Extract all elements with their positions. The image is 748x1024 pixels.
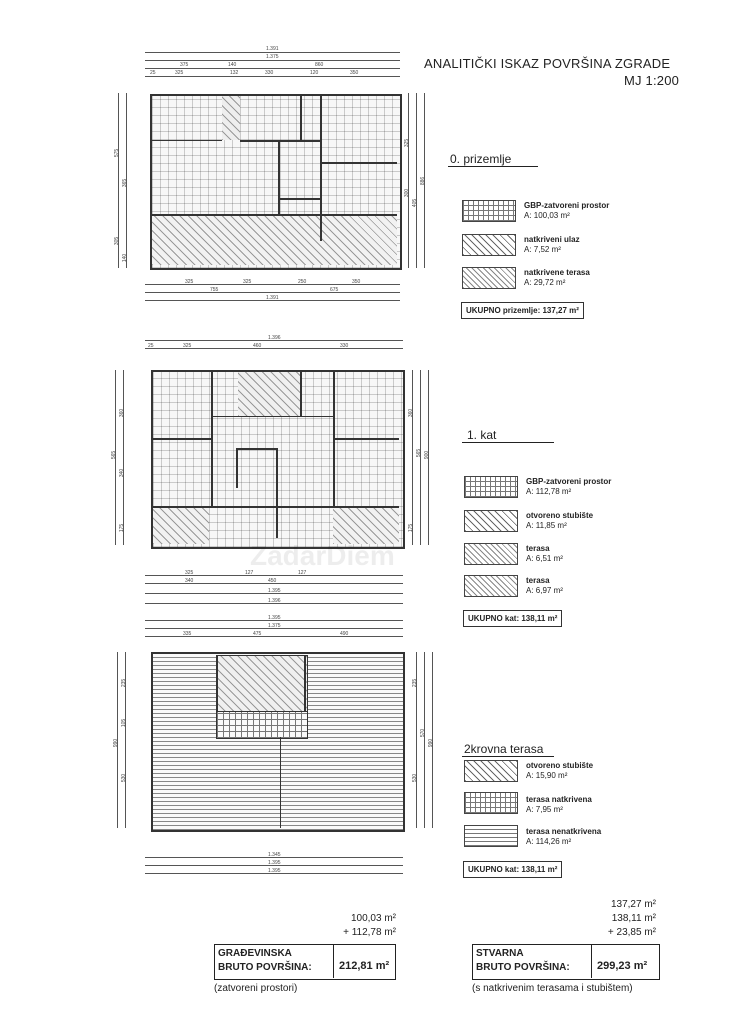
dim-label: 1.395	[268, 588, 281, 594]
dim-label: 325	[243, 279, 252, 285]
dim-label: 1.375	[266, 54, 279, 60]
dim-label: 365	[122, 178, 129, 188]
dim-label: 530	[412, 773, 419, 783]
legend-name: natkrivene terasa	[524, 268, 590, 277]
dim-label: 330	[340, 343, 349, 349]
legend-name: terasa natkrivena	[526, 795, 592, 804]
dim-label: 860	[315, 62, 324, 68]
dim-label: 450	[268, 578, 277, 584]
legend-area: A: 11,85 m²	[526, 521, 567, 530]
dim-label: 235	[412, 678, 419, 688]
actual-area-label: BRUTO POVRŠINA:	[476, 962, 570, 973]
dim-label: 1.375	[268, 623, 281, 629]
dim-label: 325	[175, 70, 184, 76]
floor-label-roof: 2krovna terasa	[464, 742, 544, 756]
legend-name: GBP-zatvoreni prostor	[524, 201, 610, 210]
terrace-left-area	[153, 508, 209, 544]
dim-label: 132	[230, 70, 239, 76]
dim-label: 250	[298, 279, 307, 285]
dim-label: 675	[330, 287, 339, 293]
legend-area: A: 100,03 m²	[524, 211, 570, 220]
legend-swatch-hatch	[464, 510, 518, 532]
dim-label: 1.391	[266, 46, 279, 52]
legend-swatch-hatch-fine	[462, 267, 516, 289]
open-staircase-area	[238, 372, 300, 416]
dim-label: 350	[352, 279, 361, 285]
legend-area: A: 29,72 m²	[524, 278, 566, 287]
covered-entrance-area	[222, 96, 240, 140]
floor-total: UKUPNO kat: 138,11 m²	[463, 861, 562, 878]
dim-label: 305	[114, 236, 121, 246]
legend-area: A: 6,97 m²	[526, 586, 563, 595]
actual-area-note: (s natkrivenim terasama i stubištem)	[472, 983, 633, 994]
actual-area-value: 299,23 m²	[597, 960, 648, 972]
dim-label: 175	[408, 523, 415, 533]
terrace-right-area	[333, 508, 399, 544]
legend-name: natkriveni ulaz	[524, 235, 580, 244]
dim-label: 175	[119, 523, 126, 533]
gross-area-value: 212,81 m²	[339, 960, 390, 972]
dim-label: 360	[408, 408, 415, 418]
covered-terrace-area	[216, 711, 308, 739]
dim-label: 990	[113, 738, 120, 748]
dim-label: 375	[180, 62, 189, 68]
sum-line: 137,27 m²	[610, 899, 656, 910]
dim-label: 755	[210, 287, 219, 293]
legend-area: A: 7,52 m²	[524, 245, 561, 254]
dim-label: 405	[412, 198, 419, 208]
legend-swatch-horizontal	[464, 825, 518, 847]
legend-swatch-grid	[464, 792, 518, 814]
dim-label: 300	[404, 188, 411, 198]
dim-label: 350	[350, 70, 359, 76]
dim-label: 127	[298, 570, 307, 576]
dim-label: 1.345	[268, 852, 281, 858]
dim-label: 340	[119, 468, 126, 478]
legend-swatch-hatch-fine	[464, 543, 518, 565]
dim-label: 105	[121, 718, 128, 728]
dim-label: 120	[310, 70, 319, 76]
legend-name: otvoreno stubište	[526, 511, 594, 520]
dim-label: 360	[119, 408, 126, 418]
legend-swatch-hatch	[462, 234, 516, 256]
sum-line: 138,11 m²	[611, 913, 656, 924]
sum-line: + 112,78 m²	[343, 927, 396, 938]
legend-swatch-hatch	[464, 760, 518, 782]
legend-name: terasa	[526, 576, 550, 585]
dim-label: 325	[185, 570, 194, 576]
dim-label: 140	[228, 62, 237, 68]
dim-label: 1.396	[268, 335, 281, 341]
legend-name: terasa nenatkrivena	[526, 827, 602, 836]
dim-label: 25	[148, 343, 154, 349]
gross-area-note: (zatvoreni prostori)	[214, 983, 298, 994]
legend-swatch-hatch-fine	[464, 575, 518, 597]
document-title: ANALITIČKI ISKAZ POVRŠINA ZGRADE	[424, 56, 671, 71]
dim-label: 1.391	[266, 295, 279, 301]
dim-label: 475	[253, 631, 262, 637]
dim-label: 1.395	[268, 868, 281, 874]
dim-label: 886	[420, 176, 427, 186]
dim-label: 530	[121, 773, 128, 783]
floor-total: UKUPNO prizemlje: 137,27 m²	[461, 302, 584, 319]
legend-area: A: 6,51 m²	[526, 554, 563, 563]
dim-label: 565	[416, 448, 423, 458]
legend-area: A: 7,95 m²	[526, 805, 563, 814]
watermark: ZadarDiem	[250, 540, 395, 571]
dim-label: 140	[122, 253, 129, 263]
dim-label: 127	[245, 570, 254, 576]
dim-label: 570	[420, 728, 427, 738]
legend-area: A: 112,78 m²	[526, 487, 572, 496]
roof-open-staircase-area	[216, 655, 308, 713]
sum-line: + 23,85 m²	[607, 927, 656, 938]
scale-label: MJ 1:200	[624, 73, 680, 88]
gross-area-label: BRUTO POVRŠINA:	[218, 962, 312, 973]
dim-label: 340	[185, 578, 194, 584]
floor-total: UKUPNO kat: 138,11 m²	[463, 610, 562, 627]
dim-label: 235	[121, 678, 128, 688]
dim-label: 460	[253, 343, 262, 349]
dim-label: 565	[111, 450, 118, 460]
dim-label: 1.396	[268, 598, 281, 604]
legend-swatch-grid	[464, 476, 518, 498]
sum-line: 100,03 m²	[350, 913, 396, 924]
dim-label: 330	[265, 70, 274, 76]
dim-label: 575	[114, 148, 121, 158]
gross-area-label: GRAĐEVINSKA	[218, 948, 292, 959]
floor-label-ground: 0. prizemlje	[450, 152, 512, 166]
dim-label: 900	[424, 450, 431, 460]
legend-area: A: 15,90 m²	[526, 771, 568, 780]
dim-label: 325	[185, 279, 194, 285]
dim-label: 325	[404, 138, 411, 148]
actual-area-label: STVARNA	[476, 948, 524, 959]
dim-label: 1.395	[268, 860, 281, 866]
floor-label-first: 1. kat	[467, 428, 497, 442]
legend-swatch-grid	[462, 200, 516, 222]
dim-label: 335	[183, 631, 192, 637]
dim-label: 325	[183, 343, 192, 349]
legend-name: GBP-zatvoreni prostor	[526, 477, 612, 486]
dim-label: 490	[340, 631, 349, 637]
legend-area: A: 114,26 m²	[526, 837, 572, 846]
dim-label: 1.395	[268, 615, 281, 621]
legend-name: otvoreno stubište	[526, 761, 594, 770]
dim-label: 990	[428, 738, 435, 748]
legend-name: terasa	[526, 544, 550, 553]
dim-label: 25	[150, 70, 156, 76]
covered-terrace-area	[152, 216, 397, 265]
